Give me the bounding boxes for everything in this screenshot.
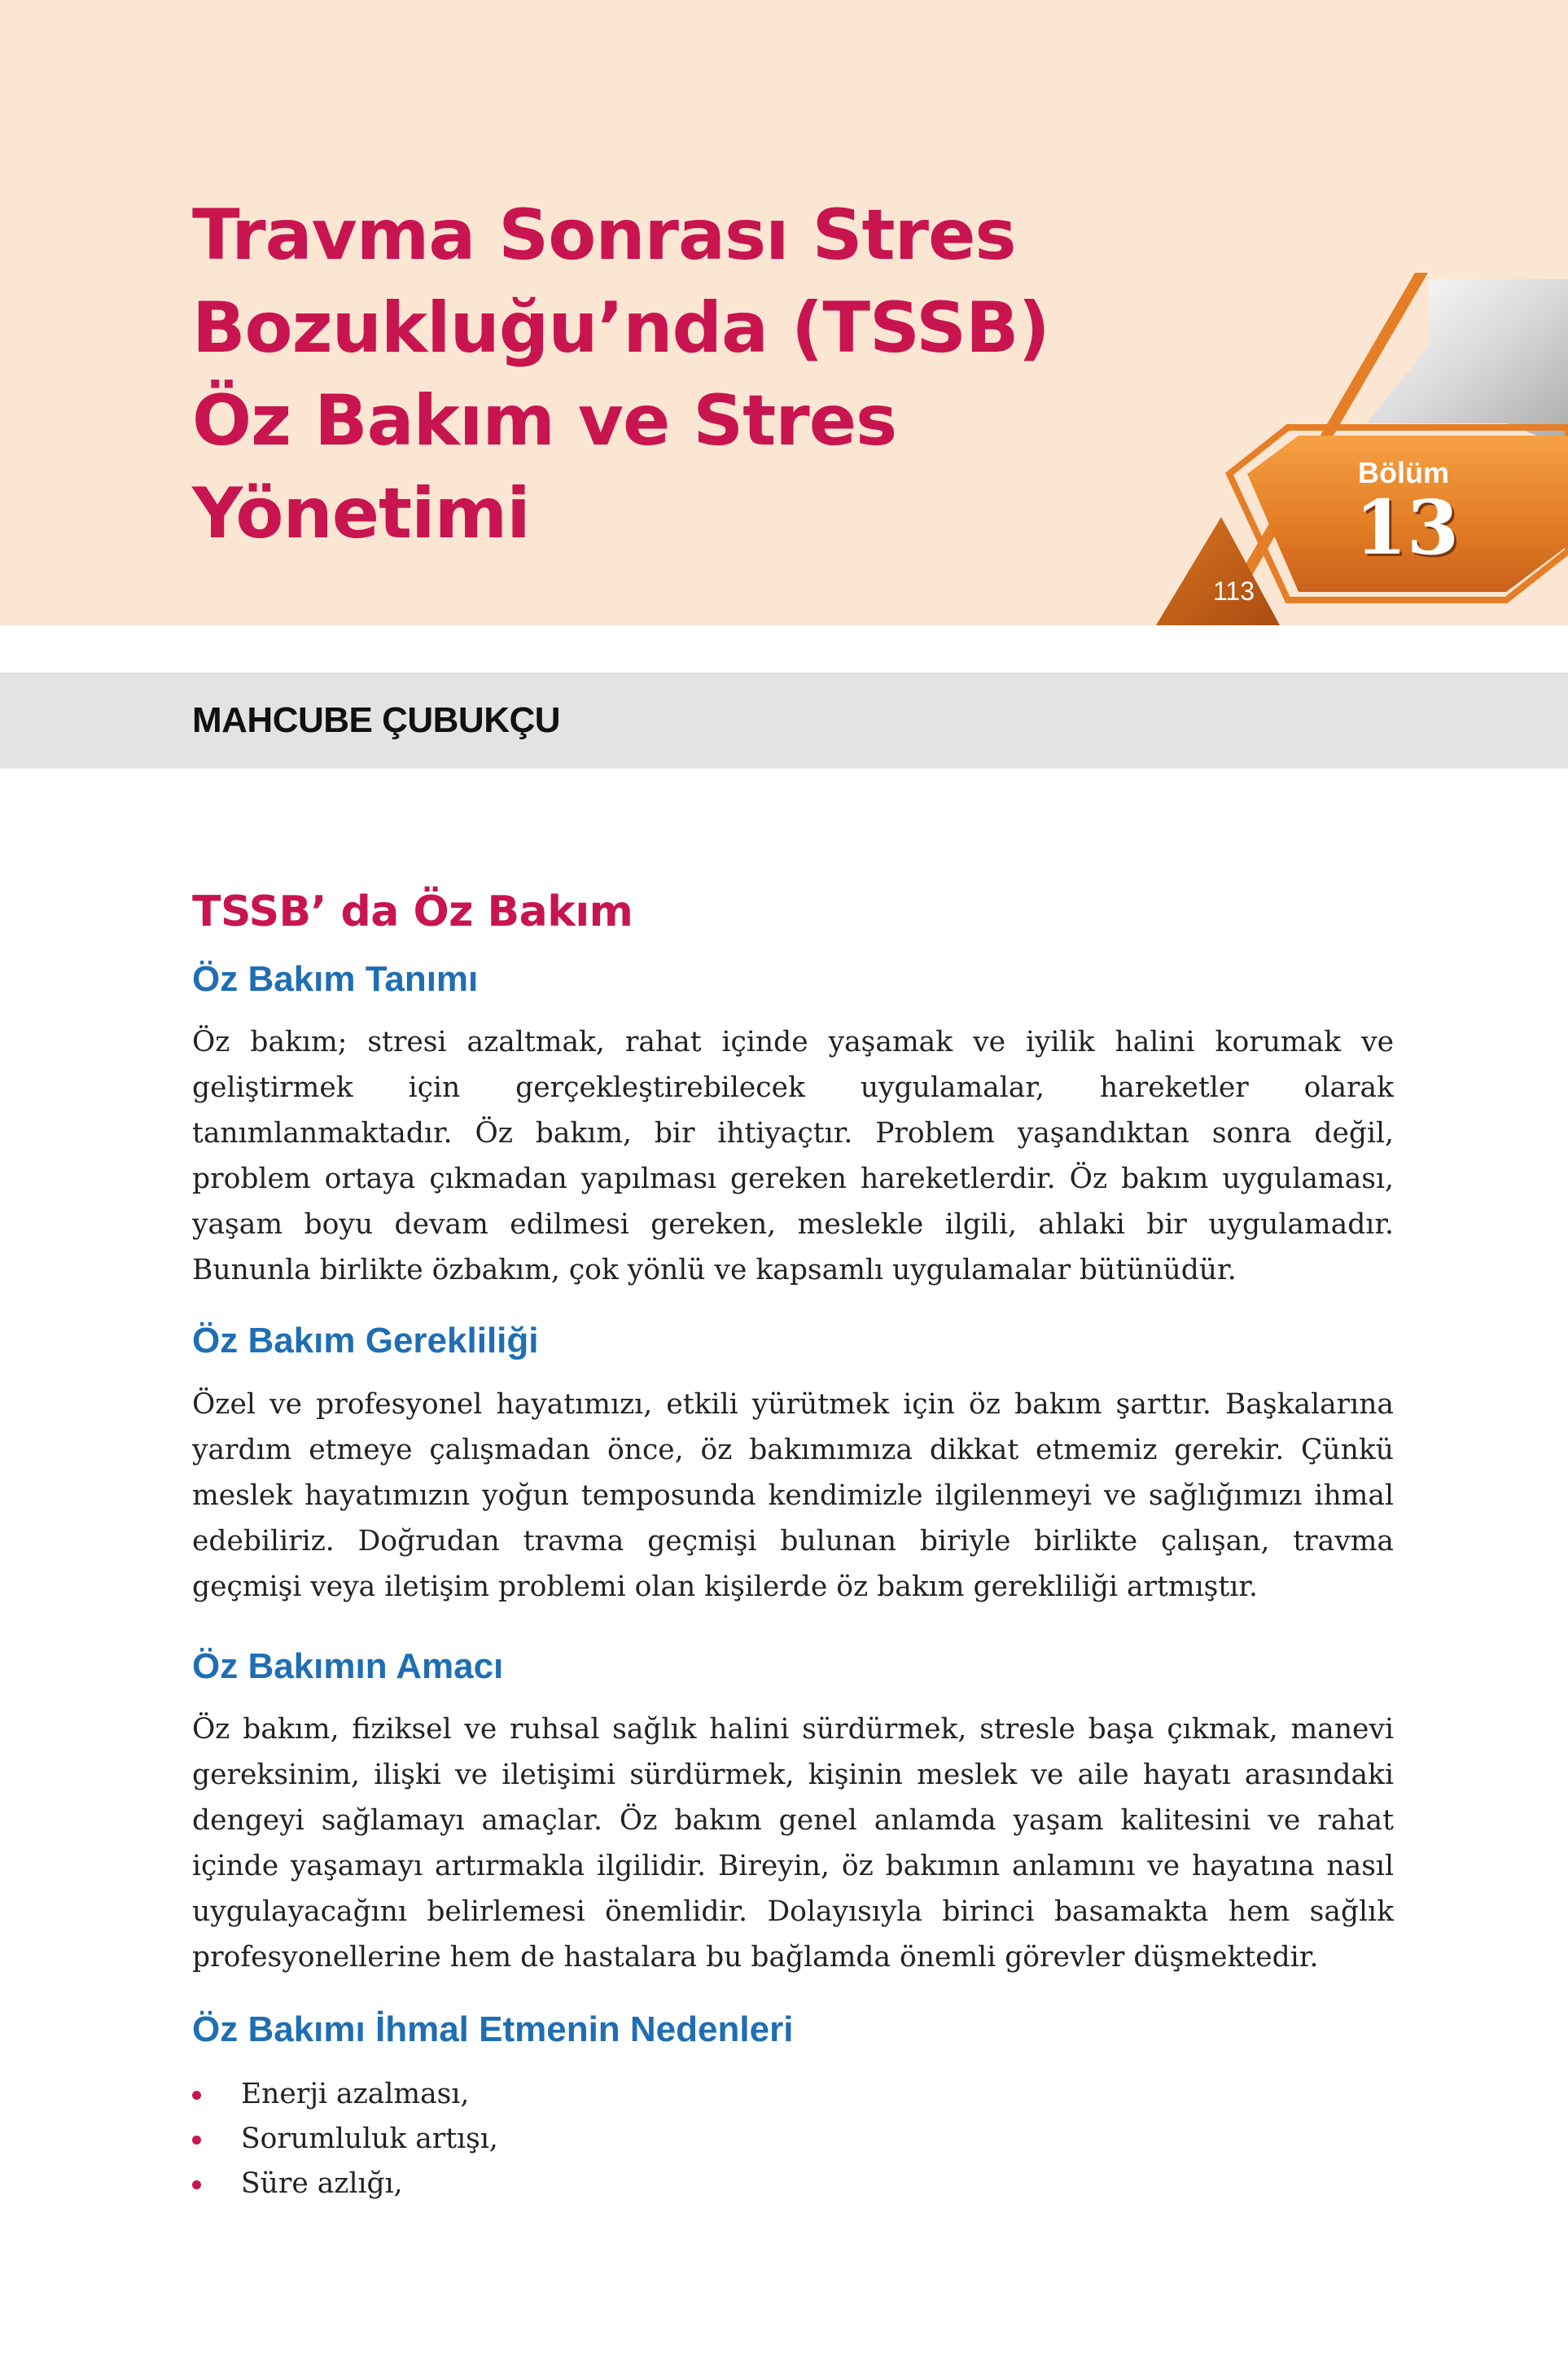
paragraph-purpose: Öz bakım, fiziksel ve ruhsal sağlık halini sürdürmek, stresle başa çıkmak, manevi gereksinim, ilişki ve iletişimi sürdürmek, kişinin meslek ve aile hayatı arasındaki dengeyi sağlamayı amaçlar. Öz bakım genel anlamda yaşam kalitesini ve rahat içinde yaşamayı artırmakla ilgilidir. Bireyin, öz bakımın anlamını ve hayatına nasıl uygulayacağını belirlemesi önemlidir. Dolayısıyla birinci basamakta hem sağlık profesyonellerine hem de hastalara bu bağlamda önemli görevler düşmektedir. <box>192 1713 1394 1974</box>
page-number-tab <box>1156 517 1280 625</box>
bullet-icon <box>192 2136 201 2145</box>
chapter-number: 13 <box>1355 484 1460 572</box>
subheading-neglect-reasons: Öz Bakımı İhmal Etmenin Nedenleri <box>192 2009 794 2049</box>
chapter-label: Bölüm <box>1358 456 1449 489</box>
section-title: TSSB’ da Öz Bakım <box>192 887 633 936</box>
subheading-necessity: Öz Bakım Gerekliliği <box>192 1321 539 1360</box>
chapter-title: Travma Sonrası Stres Bozukluğu’nda (TSSB) Öz Bakım ve Stres Yönetimi <box>192 195 1049 554</box>
paragraph-necessity: Özel ve profesyonel hayatımızı, etkili yürütmek için öz bakım şarttır. Başkalarına yardım etmeye çalışmadan önce, öz bakımımıza dikkat etmemiz gerekir. Çünkü meslek hayatımızın yoğun temposunda kendimizle ilgilenmeyi ve sağlığımızı ihmal edebiliriz. Doğrudan travma geçmişi bulunan biriyle birlikte çalışan, travma geçmişi veya iletişim problemi olan kişilerde öz bakım gerekliliği artmıştır. <box>192 1388 1394 1603</box>
list-item-text: Sorumluluk artışı, <box>241 2123 498 2155</box>
list-item <box>192 2117 498 2162</box>
subheading-purpose: Öz Bakımın Amacı <box>192 1646 504 1686</box>
neglect-reasons-list <box>192 2072 498 2206</box>
bullet-icon <box>192 2180 201 2189</box>
chapter-badge-graphic <box>1156 273 1568 625</box>
paragraph-definition: Öz bakım; stresi azaltmak, rahat içinde yaşamak ve iyilik halini korumak ve geliştirmek için gerçekleştirebilecek uygulamalar, hareketler olarak tanımlanmaktadır. Öz bakım, bir ihtiyaçtır. Problem yaşandıktan sonra değil, problem ortaya çıkmadan yapılması gereken hareketlerdir. Öz bakım uygulaması, yaşam boyu devam edilmesi gereken, meslekle ilgili, ahlaki bir uygulamadır. Bununla birlikte özbakım, çok yönlü ve kapsamlı uygulamalar bütünüdür. <box>192 1026 1394 1286</box>
subheading-definition: Öz Bakım Tanımı <box>192 959 479 999</box>
bullet-icon <box>192 2091 201 2100</box>
list-item-text: Süre azlığı, <box>241 2167 403 2200</box>
list-item <box>192 2162 498 2206</box>
badge-silver-panel <box>1366 279 1568 448</box>
author-name: MAHCUBE ÇUBUKÇU <box>192 700 561 740</box>
page-number: 113 <box>1213 576 1255 606</box>
list-item <box>192 2072 498 2117</box>
list-item-text: Enerji azalması, <box>241 2078 470 2110</box>
